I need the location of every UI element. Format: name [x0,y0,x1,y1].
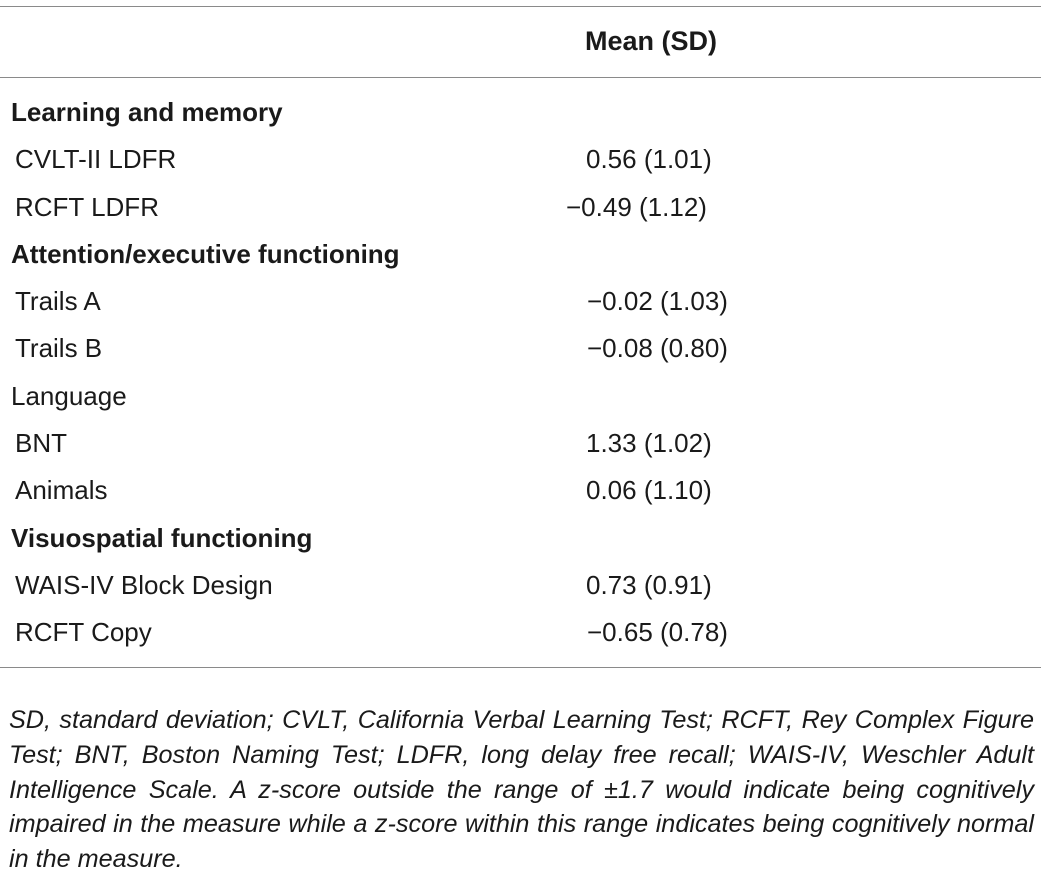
row-value: 1.33 (1.02) [586,428,712,459]
row-value: 0.06 (1.10) [586,475,712,506]
table-top-rule [0,6,1041,7]
row-label: RCFT Copy [15,617,152,648]
table-row [0,373,1041,420]
table-row [0,184,1041,231]
table-row [0,467,1041,514]
row-value: 0.73 (0.91) [586,569,712,600]
row-label: Learning and memory [11,97,283,127]
row-value: 0.56 (1.01) [586,144,712,175]
table-row [0,609,1041,656]
row-value: −0.65 (0.78) [587,617,728,648]
row-label: WAIS-IV Block Design [15,569,273,600]
table-row [0,89,1041,136]
row-value: −0.49 (1.12) [566,191,707,222]
table-footnote: SD, standard deviation; CVLT, California Verbal Learning Test; RCFT, Rey Complex Figure Test; BNT, Boston Naming Test; LDFR, long delay free recall; WAIS-IV, Weschler Adult Intelligence Scale. A z-score outside the range of ±1.7 would indicate being cognitively impaired in the measure while a z-score within this range indicates being cognitively normal in the measure. [9,706,1034,873]
table-row [0,325,1041,372]
row-label: Trails A [15,286,101,317]
table-header-rule [0,77,1041,78]
row-label: Trails B [15,333,103,364]
row-label: Attention/executive functioning [11,238,400,269]
row-value: −0.08 (0.80) [587,333,728,364]
row-label: CVLT-II LDFR [15,144,177,175]
table-row [0,136,1041,183]
table-row [0,278,1041,325]
row-label: Language [11,380,127,411]
table-row [0,231,1041,278]
column-header-mean-sd: Mean (SD) [585,26,718,56]
table-bottom-rule [0,667,1041,668]
table-row [0,420,1041,467]
table-row [0,562,1041,609]
row-label: Animals [15,475,108,506]
row-label: Visuospatial functioning [11,522,313,553]
table-body [0,89,1041,657]
row-label: RCFT LDFR [15,191,159,222]
row-label: BNT [15,428,67,459]
row-value: −0.02 (1.03) [587,286,728,317]
table-row [0,515,1041,562]
